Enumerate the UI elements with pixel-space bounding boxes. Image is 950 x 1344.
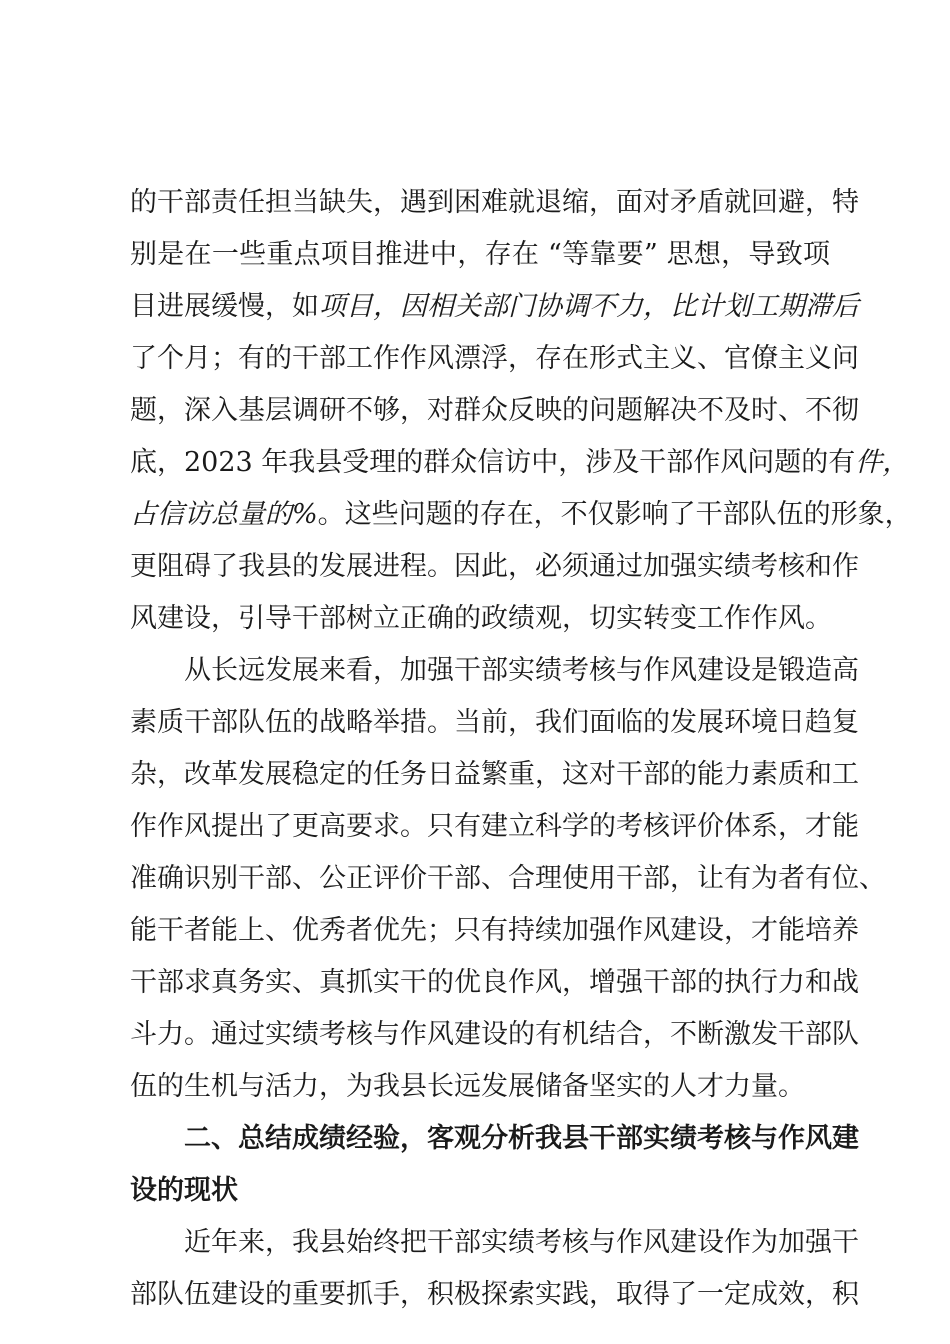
text-line: 能干者能上、优秀者优先；只有持续加强作风建设，才能培养 <box>130 915 859 946</box>
text-segment: 。这些问题的存在，不仅影响了干部队伍的形象， <box>317 499 912 530</box>
text-line: 杂，改革发展稳定的任务日益繁重，这对干部的能力素质和工 <box>130 759 859 790</box>
text-line: 素质干部队伍的战略举措。当前，我们面临的发展环境日趋复 <box>130 707 859 738</box>
text-line: 别是在一些重点项目推进中，存在 “等靠要” 思想，导致项 <box>130 239 830 270</box>
text-line: 部队伍建设的重要抓手，积极探索实践，取得了一定成效，积 <box>130 1279 859 1310</box>
italic-text-segment: 件， <box>855 447 910 478</box>
text-segment: 目进展缓慢，如 <box>130 291 319 322</box>
text-line: 更阻碍了我县的发展进程。因此，必须通过加强实绩考核和作 <box>130 551 859 582</box>
text-line: 伍的生机与活力，为我县长远发展储备坚实的人才力量。 <box>130 1071 805 1102</box>
text-line: 题，深入基层调研不够，对群众反映的问题解决不及时、不彻 <box>130 395 859 426</box>
text-line: 作作风提出了更高要求。只有建立科学的考核评价体系，才能 <box>130 811 859 842</box>
heading-line: 二、总结成绩经验，客观分析我县干部实绩考核与作风建 <box>184 1123 859 1154</box>
text-line <box>130 498 912 532</box>
text-line: 风建设，引导干部树立正确的政绩观，切实转变工作作风。 <box>130 603 832 634</box>
text-line: 近年来，我县始终把干部实绩考核与作风建设作为加强干 <box>184 1227 859 1258</box>
italic-text-segment: 占信访总量的% <box>130 499 318 530</box>
italic-text-segment: 项目，因相关部门协调不力，比计划工期滞后 <box>319 291 859 322</box>
text-line: 的干部责任担当缺失，遇到困难就退缩，面对矛盾就回避，特 <box>130 187 859 218</box>
text-line: 从长远发展来看，加强干部实绩考核与作风建设是锻造高 <box>184 655 859 686</box>
text-segment: 底，2023 年我县受理的群众信访中，涉及干部作风问题的有 <box>130 447 856 478</box>
text-line: 斗力。通过实绩考核与作风建设的有机结合，不断激发干部队 <box>130 1019 859 1050</box>
text-line: 干部求真务实、真抓实干的优良作风，增强干部的执行力和战 <box>130 967 859 998</box>
text-line: 了个月；有的干部工作作风漂浮，存在形式主义、官僚主义问 <box>130 343 859 374</box>
text-line <box>130 446 910 480</box>
heading-line: 设的现状 <box>130 1175 238 1206</box>
text-line <box>130 290 859 324</box>
text-line: 准确识别干部、公正评价干部、合理使用干部，让有为者有位、 <box>130 863 886 894</box>
